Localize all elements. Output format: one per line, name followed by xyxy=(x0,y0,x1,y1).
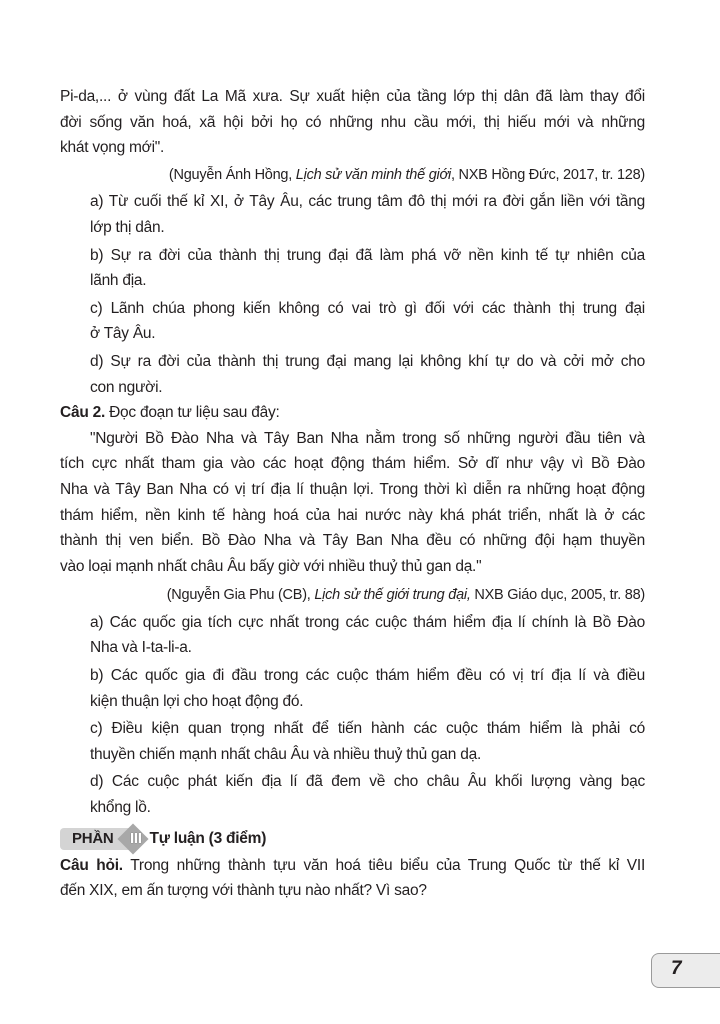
text-line: khát vọng mới". xyxy=(60,139,165,157)
citation-author: (Nguyễn Ánh Hồng, xyxy=(168,166,296,183)
question-2-heading xyxy=(60,400,645,426)
citation-2 xyxy=(60,583,645,609)
text-line: Pi-da,... ở vùng đất La Mã xưa. Sự xuất hiện của tầng lớp thị dân đã làm thay đổi xyxy=(60,88,645,105)
page-content xyxy=(60,84,645,904)
quote-line: "Người Bồ Đào Nha và Tây Ban Nha nằm trong số những người đầu tiên và xyxy=(90,429,645,447)
quote-line: Nha và Tây Ban Nha có vị trí địa lí thuận lợi. Trong thời kì diễn ra những hoạt động xyxy=(60,480,645,498)
quote-line: vào loại mạnh nhất châu Âu bấy giờ với nhiều thuỷ thủ gan dạ." xyxy=(60,557,482,575)
quote-line: thám hiểm, nền kinh tế hàng hoá của hai nước này khá phát triển, nhất là ở các xyxy=(60,506,645,524)
statement-b: b) Sự ra đời của thành thị trung đại đã làm phá vỡ nền kinh tế tự nhiên của xyxy=(90,246,645,264)
statement-d-cont: con người. xyxy=(90,378,163,396)
statement-b-cont: kiện thuận lợi cho hoạt động đó. xyxy=(90,692,304,710)
citation-title: Lịch sử thế giới trung đại, xyxy=(314,587,471,604)
text-line: đời sống văn hoá, xã hội bởi họ có những nhu cầu mới, thị hiếu mới và những xyxy=(60,113,645,131)
statement-a-cont: lớp thị dân. xyxy=(90,218,165,236)
page-number-tab xyxy=(651,953,720,988)
citation-publisher: NXB Giáo dục, 2005, tr. 88) xyxy=(470,587,645,604)
citation-author: (Nguyễn Gia Phu (CB), xyxy=(166,587,315,604)
question-label: Câu 2. xyxy=(60,404,106,422)
statement-a: a) Từ cuối thế kỉ XI, ở Tây Âu, các trung tâm đô thị mới ra đời gắn liền với tầng xyxy=(90,193,645,211)
page-number: 7 xyxy=(671,958,682,979)
citation-1 xyxy=(60,163,645,189)
statement-c: c) Điều kiện quan trọng nhất để tiến hành các cuộc thám hiểm là phải có xyxy=(90,720,645,738)
quote-line: tích cực nhất tham gia vào các hoạt động thám hiểm. Sở dĩ như vậy vì Bồ Đào xyxy=(60,455,645,473)
statement-a: a) Các quốc gia tích cực nhất trong các cuộc thám hiểm địa lí chính là Bồ Đào xyxy=(90,613,645,631)
question-text: Đọc đoạn tư liệu sau đây: xyxy=(105,404,280,422)
statement-b-cont: lãnh địa. xyxy=(90,272,147,290)
section-numeral: III xyxy=(130,830,142,848)
essay-question-cont: đến XIX, em ấn tượng với thành tựu nào nhất? Vì sao? xyxy=(60,882,427,900)
citation-title: Lịch sử văn minh thế giới xyxy=(295,166,451,183)
question-text: Trong những thành tựu văn hoá tiêu biểu của Trung Quốc từ thế kỉ VII xyxy=(122,856,646,874)
statement-c-cont: ở Tây Âu. xyxy=(90,325,156,343)
question-label: Câu hỏi. xyxy=(60,856,123,874)
statement-d-cont: khổng lồ. xyxy=(90,799,151,817)
quote-line: thành thị ven biển. Bồ Đào Nha và Tây Ban Nha đều có những đội hạm thuyền xyxy=(60,532,645,550)
statement-b: b) Các quốc gia đi đầu trong các cuộc thám hiểm đều có vị trí địa lí và điều xyxy=(90,667,645,685)
statement-d: d) Sự ra đời của thành thị trung đại mang lại không khí tự do và cởi mở cho xyxy=(90,352,645,370)
section-part-label: PHẦN xyxy=(60,828,136,850)
section-header xyxy=(60,825,645,853)
citation-publisher: , NXB Hồng Đức, 2017, tr. 128) xyxy=(450,166,645,183)
statement-d: d) Các cuộc phát kiến địa lí đã đem về cho châu Âu khối lượng vàng bạc xyxy=(90,773,645,791)
essay-question xyxy=(60,853,645,879)
section-title: Tự luận (3 điểm) xyxy=(149,829,267,847)
statement-c: c) Lãnh chúa phong kiến không có vai trò gì đối với các thành thị trung đại xyxy=(90,299,645,317)
statement-a-cont: Nha và I-ta-li-a. xyxy=(90,639,192,657)
statement-c-cont: thuyền chiến mạnh nhất châu Âu và nhiều thuỷ thủ gan dạ. xyxy=(90,745,482,763)
